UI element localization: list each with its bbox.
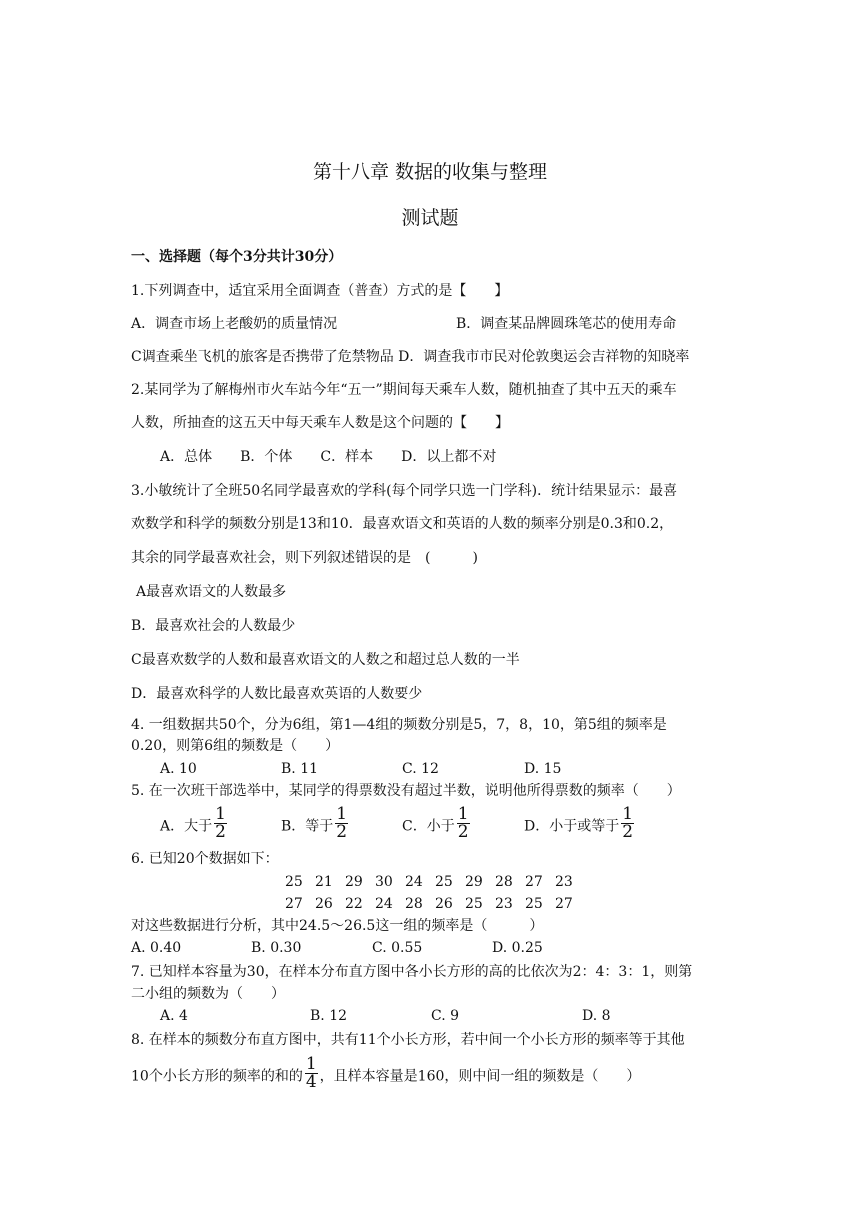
- question-6-option-b: B. 0.30: [251, 940, 302, 956]
- question-4-option-a: A. 10: [160, 761, 197, 777]
- question-7-option-c: C. 9: [431, 1008, 460, 1024]
- question-5-option-c-label: C．小于: [402, 818, 455, 835]
- fraction-denominator: 2: [622, 822, 634, 842]
- question-8-stem-line2: [131, 1054, 641, 1092]
- question-2-options: A．总体 B．个体 C．样本 D．以上都不对: [160, 449, 497, 465]
- question-7-option-d: D. 8: [582, 1008, 611, 1024]
- data-value: 27: [555, 896, 573, 912]
- question-6-option-d: D. 0.25: [492, 940, 543, 956]
- data-value: 25: [525, 896, 543, 912]
- question-5-option-b: [281, 804, 350, 842]
- fraction-one-quarter: [305, 1056, 318, 1091]
- question-1-option-cd: C调查乘坐飞机的旅客是否携带了危禁物品 D．调查我市市民对伦敦奥运会吉祥物的知晓率: [131, 349, 690, 365]
- question-3-stem-line1: 3.小敏统计了全班50名同学最喜欢的学科(每个同学只选一门学科)．统计结果显示：最喜: [131, 483, 678, 499]
- question-4-option-d: D. 15: [524, 761, 562, 777]
- fraction-numerator: 1: [457, 804, 469, 824]
- question-4-option-b: B. 11: [281, 761, 319, 777]
- question-1-stem: 1.下列调查中，适宜采用全面调查（普查）方式的是【 】: [131, 283, 509, 299]
- question-7-option-b: B. 12: [310, 1008, 348, 1024]
- fraction-denominator: 2: [457, 822, 469, 842]
- question-3-option-c: C最喜欢数学的人数和最喜欢语文的人数之和超过总人数的一半: [131, 652, 520, 668]
- question-1-option-b: B．调查某品牌圆珠笔芯的使用寿命: [456, 316, 677, 332]
- data-value: 22: [345, 896, 363, 912]
- question-5-option-d: [524, 804, 636, 842]
- question-3-option-b: B．最喜欢社会的人数最少: [131, 618, 296, 634]
- question-5-option-b-label: B．等于: [281, 818, 334, 835]
- data-value: 28: [405, 896, 423, 912]
- question-8-stem-line1: 8. 在样本的频数分布直方图中，共有11个小长方形，若中间一个小长方形的频率等于其他: [131, 1032, 685, 1048]
- data-value: 28: [495, 874, 513, 890]
- fraction-denominator: 2: [215, 822, 226, 842]
- data-value: 25: [435, 874, 453, 890]
- data-value: 29: [465, 874, 483, 890]
- question-3-option-a: A最喜欢语文的人数最多: [136, 584, 287, 600]
- question-2-stem-line2: 人数，所抽查的这五天中每天乘车人数是这个问题的【 】: [131, 415, 509, 431]
- data-value: 25: [465, 896, 483, 912]
- question-3-option-d: D．最喜欢科学的人数比最喜欢英语的人数要少: [131, 686, 423, 702]
- question-5-option-a-label: A．大于: [160, 818, 213, 835]
- question-3-stem-line3: 其余的同学最喜欢社会，则下列叙述错误的是 ( ): [131, 550, 478, 566]
- data-value: 27: [285, 896, 303, 912]
- data-value: 23: [555, 874, 573, 890]
- question-8-stem-part2: ，且样本容量是160，则中间一组的频数是（ ）: [319, 1068, 641, 1085]
- data-value: 24: [405, 874, 423, 890]
- question-3-stem-line2: 欢数学和科学的频数分别是13和10．最喜欢语文和英语的人数的频率分别是0.3和0.2，: [131, 516, 674, 532]
- fraction-one-half: [335, 806, 348, 841]
- data-value: 26: [435, 896, 453, 912]
- question-6-stem-line2: 对这些数据进行分析，其中24.5～26.5这一组的频率是（ ）: [131, 918, 544, 934]
- fraction-numerator: 1: [305, 1054, 317, 1074]
- question-1-option-a: A．调查市场上老酸奶的质量情况: [131, 316, 338, 332]
- data-value: 29: [345, 874, 363, 890]
- page-subtitle: 测试题: [401, 207, 459, 229]
- data-value: 24: [375, 896, 393, 912]
- question-2-stem-line1: 2.某同学为了解梅州市火车站今年“五一”期间每天乘车人数，随机抽查了其中五天的乘车: [131, 382, 677, 398]
- fraction-denominator: 4: [305, 1072, 317, 1092]
- question-5-option-a: [160, 804, 229, 842]
- fraction-numerator: 1: [336, 804, 348, 824]
- question-5-stem: 5. 在一次班干部选举中，某同学的得票数没有超过半数，说明他所得票数的频率（ ）: [131, 783, 681, 799]
- question-4-stem-line2: 0.20，则第6组的频数是（ ）: [131, 738, 340, 754]
- fraction-denominator: 2: [336, 822, 348, 842]
- data-value: 23: [495, 896, 513, 912]
- fraction-numerator: 1: [215, 804, 226, 824]
- data-row-1: [285, 872, 585, 892]
- question-4-stem-line1: 4. 一组数据共50个，分为6组，第1—4组的频数分别是5，7，8，10，第5组的频率是: [131, 717, 667, 733]
- question-5-option-d-label: D．小于或等于: [524, 818, 620, 835]
- question-7-stem-line1: 7. 已知样本容量为30，在样本分布直方图中各小长方形的高的比依次为2：4：3：1，则第: [131, 964, 693, 980]
- data-value: 21: [315, 874, 333, 890]
- question-6-option-c: C. 0.55: [372, 940, 423, 956]
- data-value: 27: [525, 874, 543, 890]
- question-8-stem-part1: 10个小长方形的频率的和的: [131, 1068, 303, 1085]
- data-value: 26: [315, 896, 333, 912]
- fraction-numerator: 1: [622, 804, 634, 824]
- data-value: 30: [375, 874, 393, 890]
- fraction-one-half: [214, 806, 227, 841]
- page-title: 第十八章 数据的收集与整理: [312, 161, 548, 183]
- data-value: 25: [285, 874, 303, 890]
- fraction-one-half: [457, 806, 470, 841]
- question-6-stem: 6. 已知20个数据如下：: [131, 851, 279, 867]
- question-7-option-a: A. 4: [160, 1008, 188, 1024]
- section-heading: 一、选择题（每个3分共计30分）: [131, 249, 343, 265]
- question-7-stem-line2: 二小组的频数为（ ）: [131, 986, 285, 1002]
- question-4-option-c: C. 12: [402, 761, 439, 777]
- question-6-option-a: A. 0.40: [131, 940, 182, 956]
- fraction-one-half: [621, 806, 634, 841]
- question-5-option-c: [402, 804, 472, 842]
- data-row-2: [285, 894, 585, 914]
